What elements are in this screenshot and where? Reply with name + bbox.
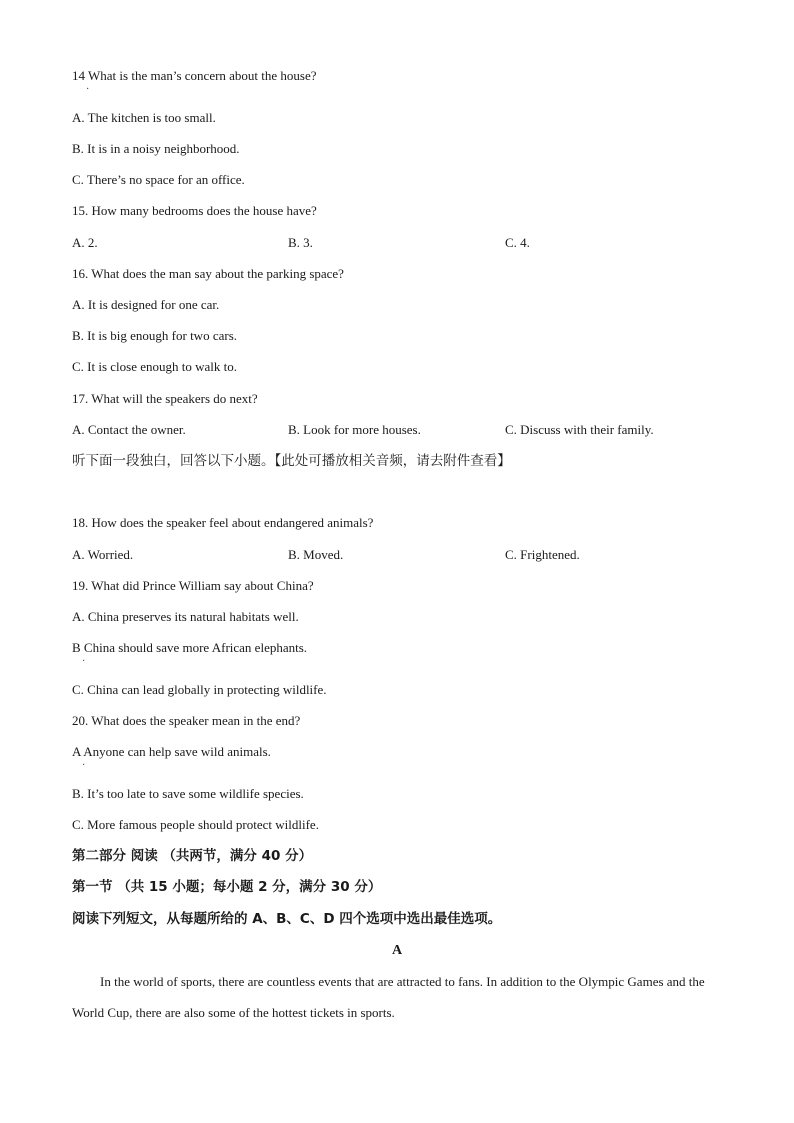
part-2-heading: 第二部分 阅读 （共两节，满分 40 分） [72,848,313,864]
question-18-option-b: B. Moved. [288,547,344,562]
question-17-option-c: C. Discuss with their family. [505,422,654,437]
question-15-option-a: A. 2. [72,235,98,250]
passage-label: A [391,943,403,958]
question-18-option-a: A. Worried. [72,547,134,562]
question-17-stem: 17. What will the speakers do next? [72,391,258,406]
question-17-option-a: A. Contact the owner. [72,422,186,437]
question-16-option-a: A. It is designed for one car. [72,297,220,312]
question-16-stem: 16. What does the man say about the parking space? [72,266,344,281]
question-19-option-b: B China should save more African elephants. [72,640,308,655]
passage-paragraph: In the world of sports, there are countless events that are attracted to fans. In addition to the Olympic Games and the World Cup, there are also some of the hottest tickets in sports. [72,974,705,1020]
question-19-stem: 19. What did Prince William say about China? [72,578,314,593]
question-16-option-c: C. It is close enough to walk to. [72,359,238,374]
question-18-option-c: C. Frightened. [505,547,580,562]
monologue-instruction: 听下面一段独白，回答以下小题。【此处可播放相关音频，请去附件查看】 [72,453,511,469]
question-14-option-c: C. There’s no space for an office. [72,172,245,187]
question-19-option-a: A. China preserves its natural habitats well. [72,609,299,624]
dot-mark: · [86,84,90,95]
question-16-option-b: B. It is big enough for two cars. [72,328,238,343]
question-17-option-b: B. Look for more houses. [288,422,421,437]
question-18-stem: 18. How does the speaker feel about endangered animals? [72,515,374,530]
question-20-stem: 20. What does the speaker mean in the end? [72,713,301,728]
question-15-stem: 15. How many bedrooms does the house have? [72,203,317,218]
question-19-option-c: C. China can lead globally in protecting wildlife. [72,682,327,697]
reading-instruction: 阅读下列短文，从每题所给的 A、B、C、D 四个选项中选出最佳选项。 [72,911,502,927]
question-14-option-b: B. It is in a noisy neighborhood. [72,141,240,156]
dot-mark: · [82,760,86,771]
question-14-stem: 14 What is the man’s concern about the house? [72,68,317,83]
question-15-option-b: B. 3. [288,235,313,250]
question-20-option-b: B. It’s too late to save some wildlife species. [72,786,304,801]
question-14-option-a: A. The kitchen is too small. [72,110,216,125]
dot-mark: · [82,656,86,667]
section-1-heading: 第一节 （共 15 小题；每小题 2 分，满分 30 分） [72,879,382,895]
question-20-option-a: A Anyone can help save wild animals. [72,744,271,759]
question-20-option-c: C. More famous people should protect wildlife. [72,817,319,832]
question-15-option-c: C. 4. [505,235,530,250]
